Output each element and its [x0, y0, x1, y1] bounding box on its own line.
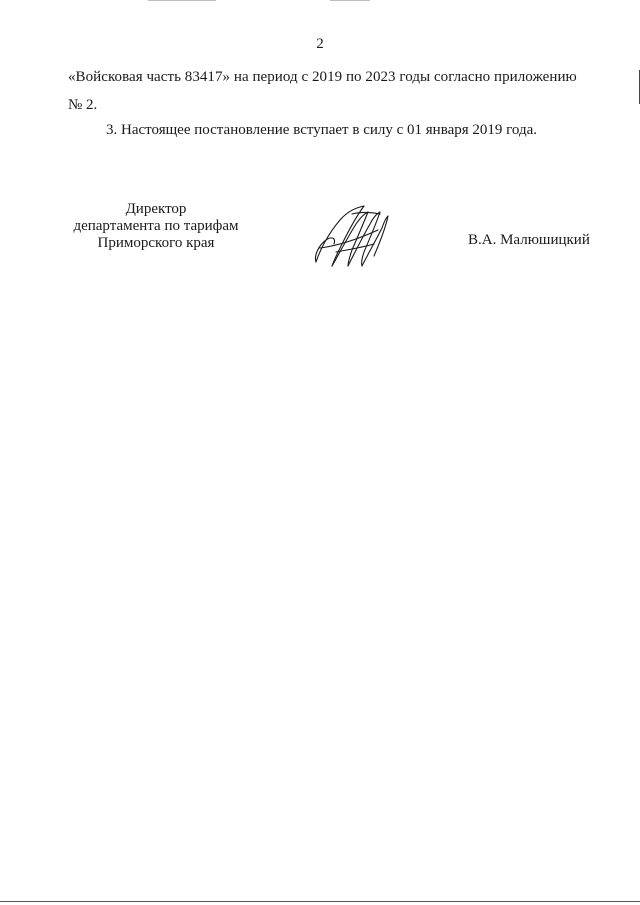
page-number: 2	[316, 36, 324, 52]
signer-name: В.А. Малюшицкий	[468, 232, 590, 248]
handwritten-signature-icon	[306, 200, 396, 272]
body-text-line: «Войсковая часть 83417» на период с 2019 по 2023 годы согласно приложению	[68, 69, 577, 85]
signer-position-line: Приморского края	[97, 235, 215, 251]
scan-artifact-line	[330, 0, 370, 1]
signer-position	[56, 201, 256, 252]
signer-position-line: департамента по тарифам	[73, 218, 239, 234]
scan-artifact-line	[0, 901, 640, 902]
scan-artifact-line	[148, 0, 216, 1]
body-paragraph: 3. Настоящее постановление вступает в силу с 01 января 2019 года.	[106, 122, 538, 138]
body-text-line: № 2.	[68, 97, 98, 113]
signer-position-line: Директор	[125, 201, 187, 217]
